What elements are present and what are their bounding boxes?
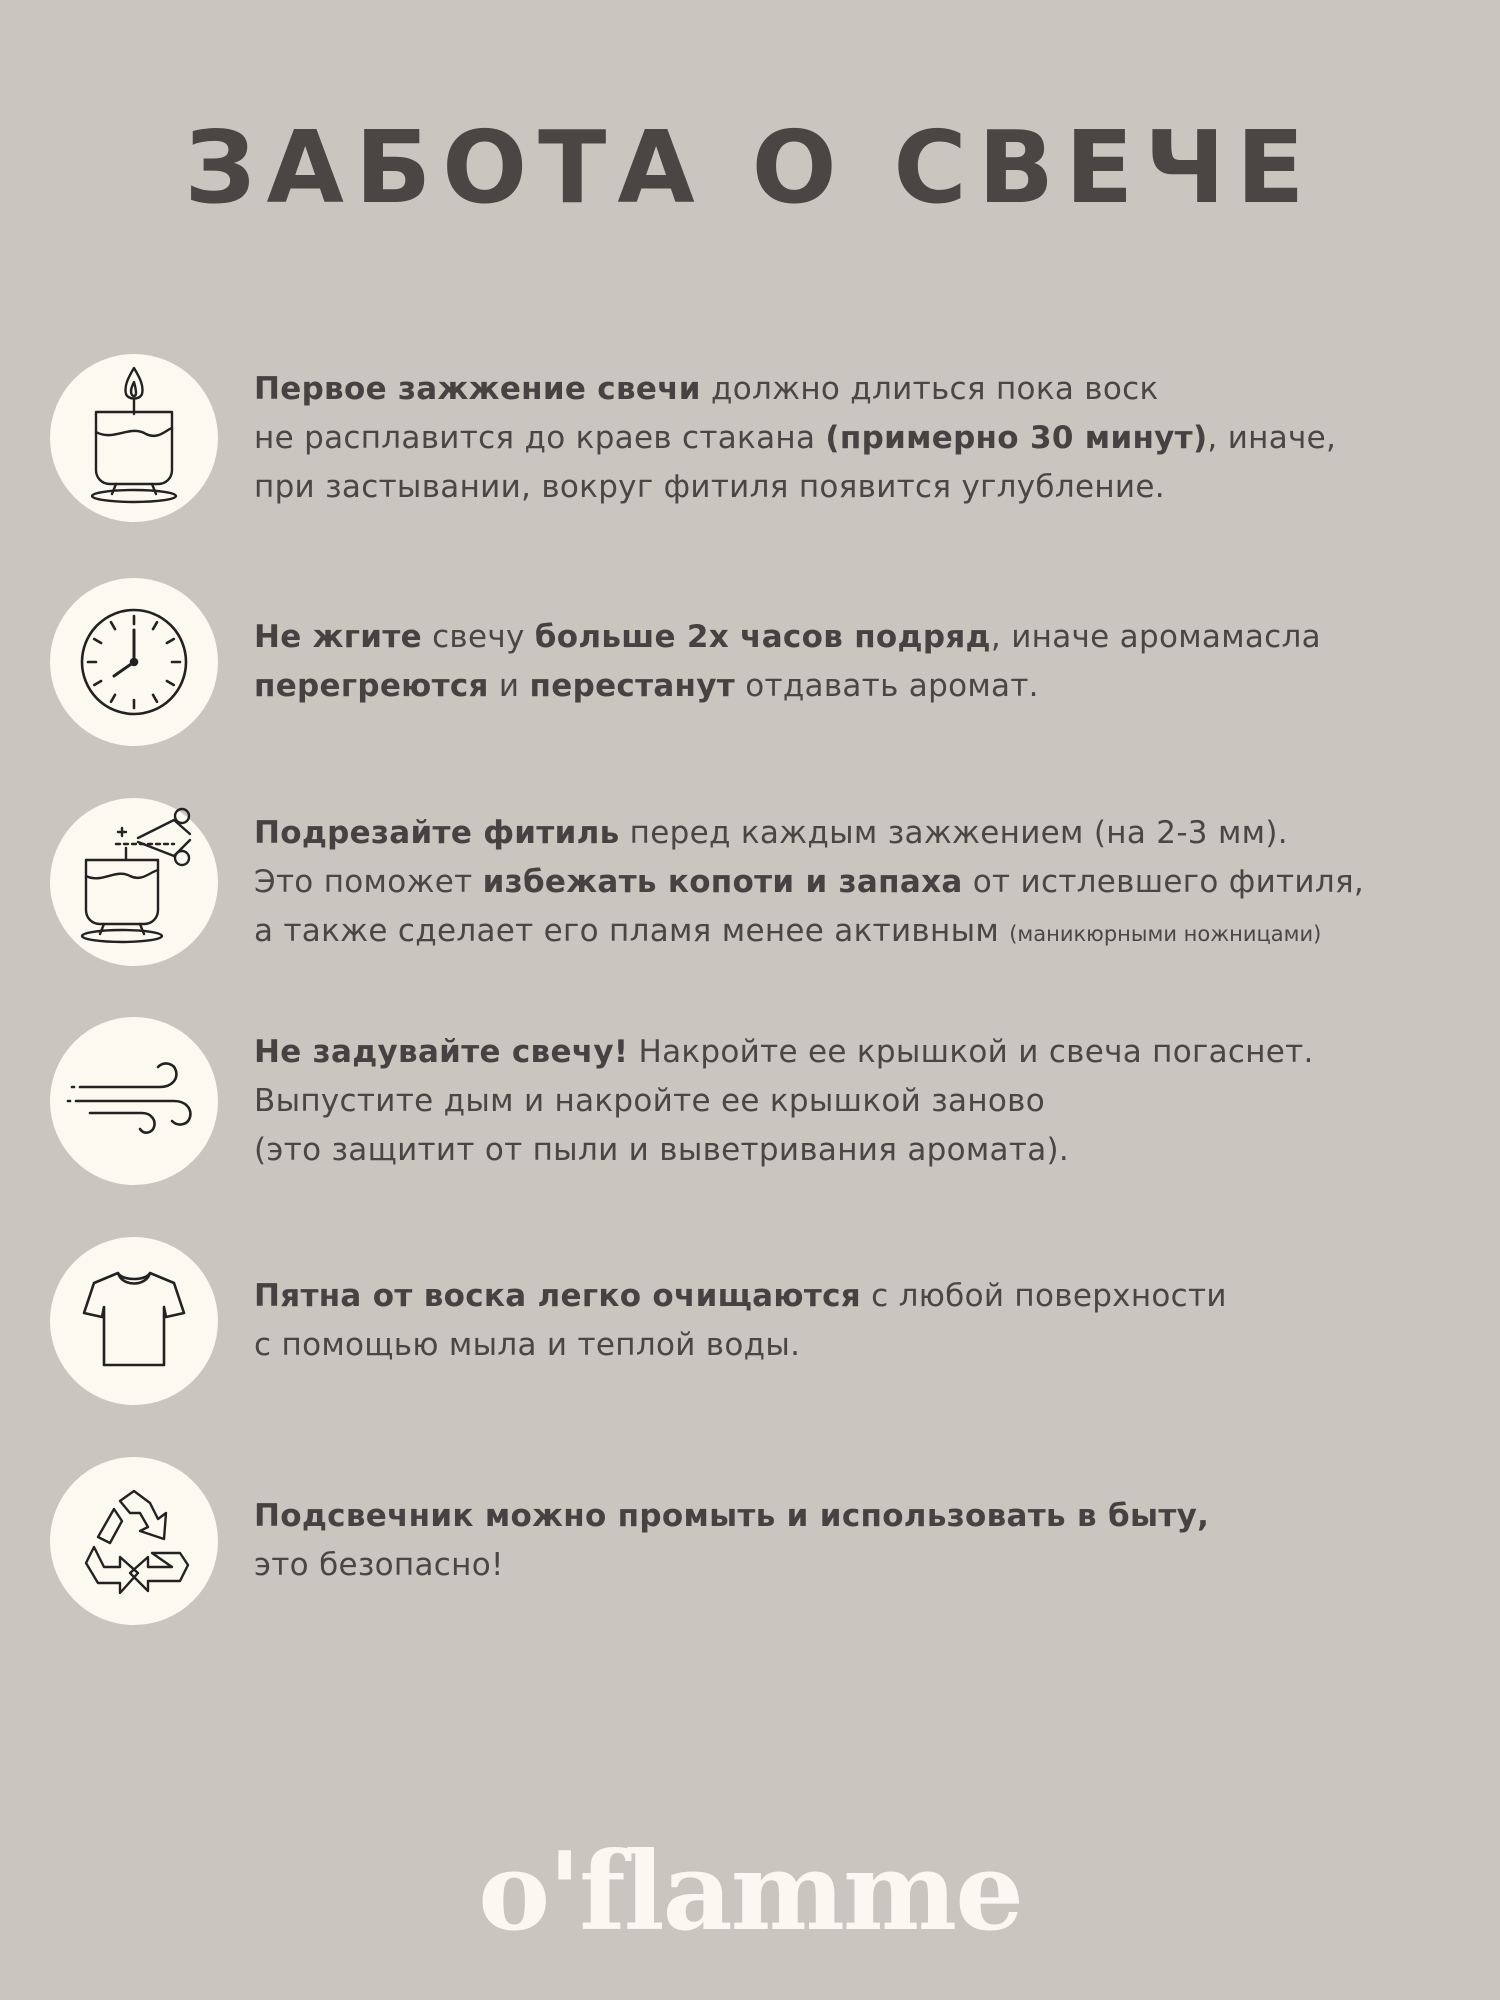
wind-icon	[50, 1017, 218, 1185]
text-line: Первое зажжение свечи должно длиться пока воск	[254, 371, 1159, 407]
text-line: не расплавится до краев стакана (примерно 30 минут), иначе,	[254, 420, 1337, 456]
text-line: а также сделает его пламя менее активным (маникюрными ножницами)	[254, 913, 1322, 949]
text-line: Выпустите дым и накройте ее крышкой заново	[254, 1083, 1045, 1119]
text-line: Не задувайте свечу! Накройте ее крышкой и свеча погаснет.	[254, 1034, 1314, 1070]
tshirt-icon	[50, 1237, 218, 1405]
text-line: при застывании, вокруг фитиля появится углубление.	[254, 469, 1165, 505]
icon-circle	[50, 1017, 218, 1185]
care-item-text	[254, 1028, 1479, 1175]
clock-icon	[50, 578, 218, 746]
care-item-text	[254, 1492, 1479, 1590]
icon-circle	[50, 1457, 218, 1625]
text-line: Не жгите свечу больше 2х часов подряд, иначе аромамасла	[254, 619, 1321, 655]
icon-circle	[50, 1237, 218, 1405]
care-item-text	[254, 809, 1479, 959]
icon-circle	[50, 578, 218, 746]
text-line: (это защитит от пыли и выветривания аромата).	[254, 1132, 1070, 1168]
care-item-text	[254, 365, 1479, 512]
icon-circle	[50, 354, 218, 522]
text-line: это безопасно!	[254, 1547, 504, 1583]
care-item-text	[254, 1272, 1479, 1370]
text-line: Подсвечник можно промыть и использовать в быту,	[254, 1498, 1210, 1534]
recycle-icon	[50, 1457, 218, 1625]
text-line: Пятна от воска легко очищаются с любой поверхности	[254, 1278, 1227, 1314]
icon-circle	[50, 798, 218, 966]
candle-icon	[50, 354, 218, 522]
text-line: Это поможет избежать копоти и запаха от истлевшего фитиля,	[254, 864, 1365, 900]
text-line: Подрезайте фитиль перед каждым зажжением (на 2-3 мм).	[254, 815, 1288, 851]
brand-logo: o'flamme	[478, 1829, 1022, 1955]
page-title: ЗАБОТА О СВЕЧЕ	[184, 109, 1316, 226]
care-item-text	[254, 613, 1479, 711]
text-line: перегреются и перестанут отдавать аромат.	[254, 668, 1039, 704]
text-line: с помощью мыла и теплой воды.	[254, 1327, 801, 1363]
scissors-candle-icon	[50, 798, 218, 966]
